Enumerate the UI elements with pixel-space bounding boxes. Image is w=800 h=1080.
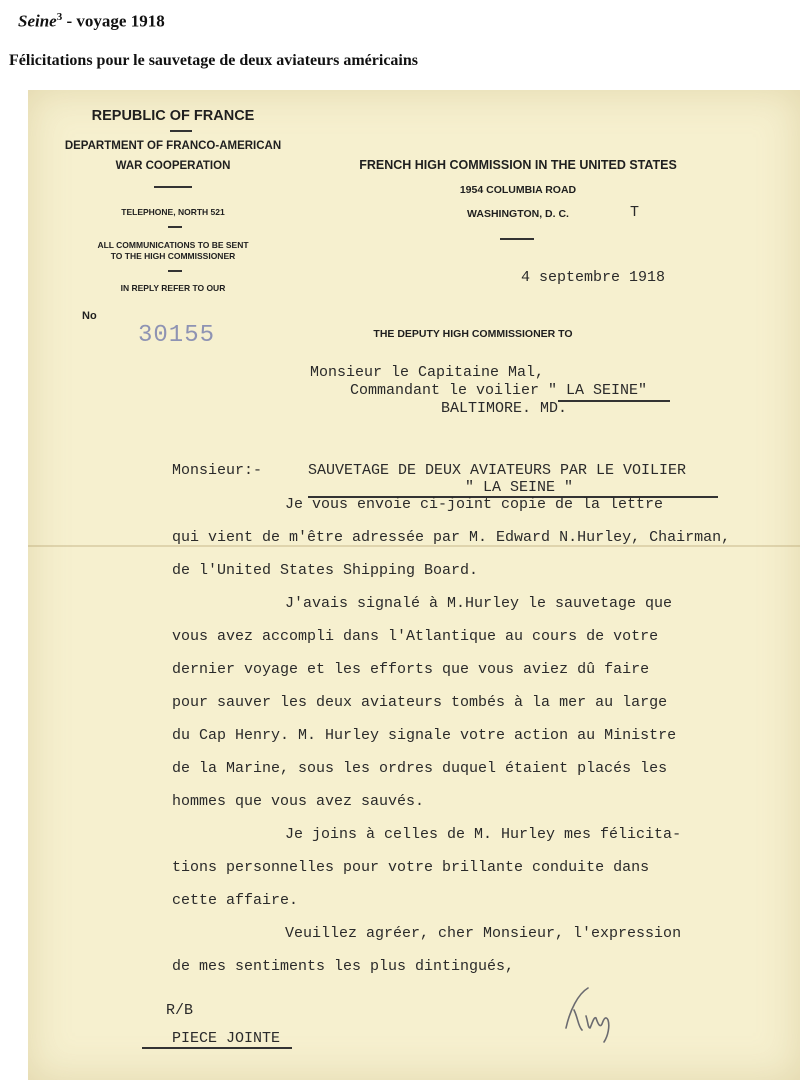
letterhead-city: WASHINGTON, D. C. [467, 208, 569, 220]
stamp-number: 30155 [138, 322, 216, 349]
typist-initials: R/B [166, 1002, 194, 1019]
letterhead-mark: T [630, 204, 640, 221]
recipient-line2: Commandant le voilier " LA SEINE" [350, 382, 648, 399]
letterhead-commission: FRENCH HIGH COMMISSION IN THE UNITED STATES [359, 158, 677, 172]
enclosure-underline [142, 1047, 292, 1049]
letterhead-deputy: THE DEPUTY HIGH COMMISSIONER TO [373, 328, 573, 340]
body-line: pour sauver les deux aviateurs tombés à la mer au large [172, 694, 668, 711]
recipient-line3: BALTIMORE. MD. [441, 400, 568, 417]
page-title-rest: - voyage 1918 [62, 11, 165, 31]
body-line: qui vient de m'être adressée par M. Edward N.Hurley, Chairman, [172, 529, 731, 546]
body-line: tions personnelles pour votre brillante conduite dans [172, 859, 650, 876]
body-line: Veuillez agréer, cher Monsieur, l'expression [285, 925, 682, 942]
recipient-underline [558, 400, 670, 402]
body-line: Je vous envoie ci-joint copie de la lettre [285, 496, 664, 513]
body-line: J'avais signalé à M.Hurley le sauvetage que [285, 595, 673, 612]
letterhead-divider [154, 186, 192, 188]
enclosure-note: PIECE JOINTE [172, 1030, 281, 1047]
body-line: Je joins à celles de M. Hurley mes félicita- [285, 826, 682, 843]
page-subtitle: Félicitations pour le sauvetage de deux aviateurs américains [9, 52, 418, 69]
body-line: de la Marine, sous les ordres duquel étaient placés les [172, 760, 668, 777]
letterhead-divider [170, 130, 192, 132]
page-title-superscript: 3 [56, 11, 63, 23]
scanned-letter [28, 90, 800, 1080]
subject-line1: SAUVETAGE DE DEUX AVIATEURS PAR LE VOILIER [308, 462, 687, 479]
letterhead-address: 1954 COLUMBIA ROAD [459, 184, 577, 196]
letterhead-divider [168, 226, 182, 228]
letterhead-divider [500, 238, 534, 240]
letterhead-department-line1: DEPARTMENT OF FRANCO-AMERICAN [64, 140, 282, 152]
body-line: dernier voyage et les efforts que vous aviez dû faire [172, 661, 650, 678]
body-line: de mes sentiments les plus dintingués, [172, 958, 515, 975]
body-line: du Cap Henry. M. Hurley signale votre action au Ministre [172, 727, 677, 744]
letterhead-reply: IN REPLY REFER TO OUR [120, 283, 226, 293]
body-line: hommes que vous avez sauvés. [172, 793, 425, 810]
letter-date: 4 septembre 1918 [521, 269, 666, 286]
salutation: Monsieur:- [172, 462, 263, 479]
letterhead-divider [168, 270, 182, 272]
page-title-italic: Seine [18, 11, 57, 31]
letterhead-department-line2: WAR COOPERATION [115, 160, 231, 172]
handwritten-signature [548, 980, 638, 1050]
letterhead-communications-line2: TO THE HIGH COMMISSIONER [110, 251, 236, 261]
letterhead-number-label: No [82, 310, 97, 322]
body-line: cette affaire. [172, 892, 299, 909]
recipient-line1: Monsieur le Capitaine Mal, [310, 364, 545, 381]
subject-line2: " LA SEINE " [465, 479, 574, 496]
letterhead-republic: REPUBLIC OF FRANCE [91, 108, 255, 124]
letterhead-telephone: TELEPHONE, NORTH 521 [121, 207, 225, 217]
letterhead-communications-line1: ALL COMMUNICATIONS TO BE SENT [97, 240, 249, 250]
page-title [18, 11, 165, 32]
body-line: vous avez accompli dans l'Atlantique au cours de votre [172, 628, 659, 645]
body-line: de l'United States Shipping Board. [172, 562, 479, 579]
